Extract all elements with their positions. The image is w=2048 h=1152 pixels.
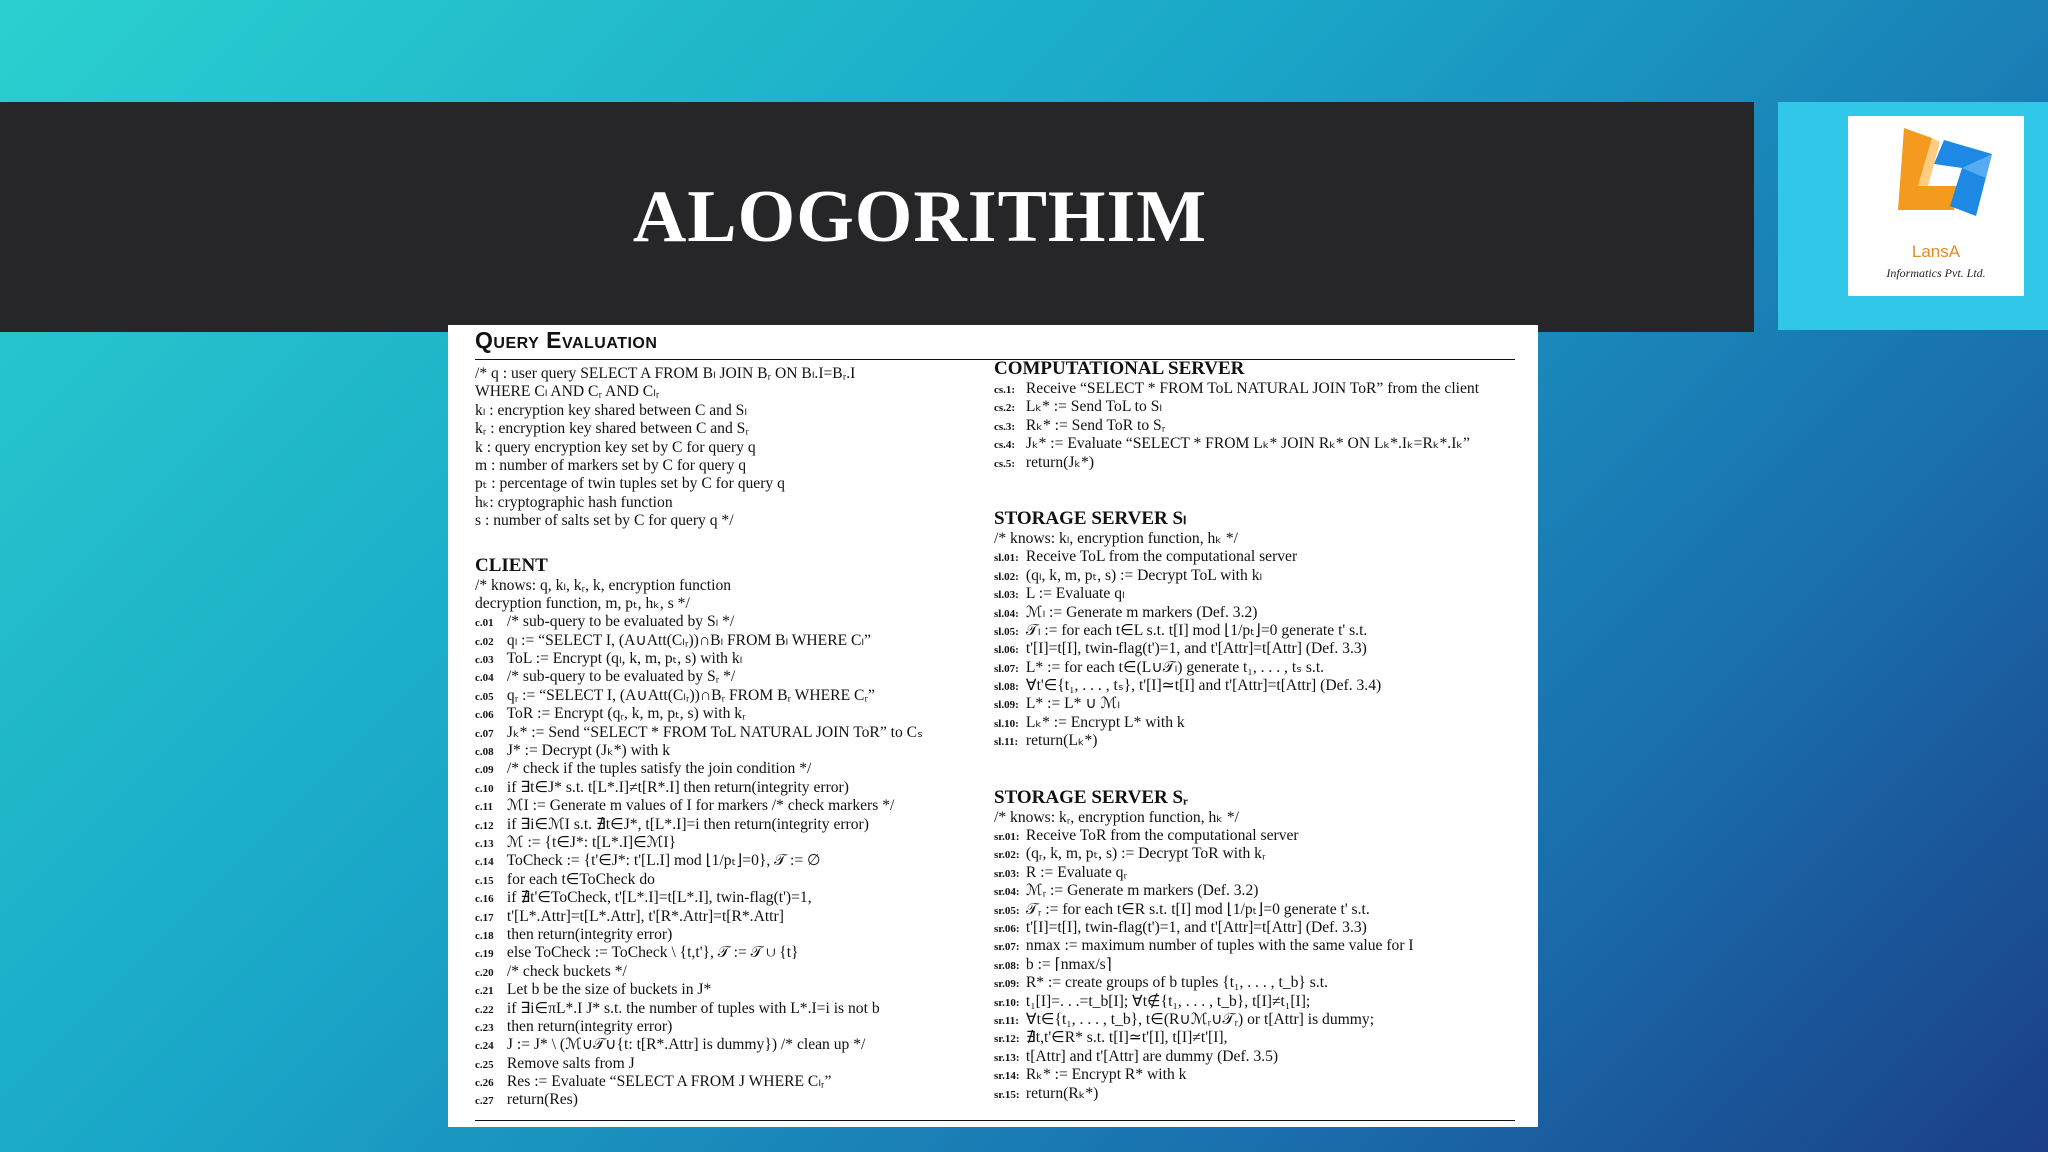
computational-step [994, 417, 1514, 435]
storage-right-step [994, 864, 1514, 882]
client-heading: CLIENT [475, 554, 548, 576]
storage-right-steps [994, 827, 1514, 1103]
line-text: Lₖ* := Encrypt L* with k [1022, 713, 1185, 731]
client-step [475, 668, 990, 686]
line-text: ℳ := {t∈J*: t[L*.I]∈ℳI} [503, 833, 677, 851]
line-number: sl.03: [994, 589, 1019, 602]
line-number: c.09 [475, 764, 494, 777]
storage-left-steps [994, 548, 1514, 750]
client-steps [475, 613, 990, 1110]
storage-left-step [994, 622, 1514, 640]
line-text: return(Jₖ*) [1022, 453, 1095, 471]
line-number: c.19 [475, 948, 494, 961]
line-text: (qᵣ, k, m, pₜ, s) := Decrypt ToR with kᵣ [1022, 845, 1266, 863]
lightning-logo-icon [1874, 124, 1998, 242]
line-number: c.16 [475, 893, 494, 906]
client-step [475, 1018, 990, 1036]
storage-right-heading: STORAGE SERVER Sᵣ [994, 786, 1188, 808]
line-text: return(Lₖ*) [1022, 732, 1098, 750]
line-number: sl.08: [994, 681, 1019, 694]
line-text: ∀t∈{t₁, . . . , t_b}, t∈(R∪ℳᵣ∪𝒯ᵣ) or t[Attr] is dummy; [1022, 1010, 1375, 1028]
line-number: sr.13: [994, 1051, 1020, 1064]
line-text: 𝒯ᵣ := for each t∈R s.t. t[I] mod ⌊1/pₜ⌋=0 generate t' s.t. [1022, 900, 1370, 918]
line-number: sr.09: [994, 978, 1020, 991]
client-step [475, 871, 990, 889]
client-step [475, 963, 990, 981]
line-text: ToL := Encrypt (qₗ, k, m, pₜ, s) with kₗ [503, 650, 743, 668]
storage-right-step [994, 1048, 1514, 1066]
client-step [475, 944, 990, 962]
client-step [475, 816, 990, 834]
line-text: Jₖ* := Send “SELECT * FROM ToL NATURAL JOIN ToR” to Cₛ [503, 723, 923, 741]
line-text: 𝒯ₗ := for each t∈L s.t. t[I] mod ⌊1/pₜ⌋=0 generate t' s.t. [1022, 621, 1368, 639]
client-knows [475, 577, 990, 614]
line-number: sr.06: [994, 922, 1020, 935]
line-text: t₁[I]=. . .=t_b[I]; ∀t∉{t₁, . . . , t_b}, t[I]≠t₁[I]; [1022, 992, 1311, 1010]
storage-right-step [994, 827, 1514, 845]
line-text: Receive “SELECT * FROM ToL NATURAL JOIN ToR” from the client [1022, 380, 1480, 397]
line-number: c.26 [475, 1077, 494, 1090]
line-number: cs.1: [994, 384, 1016, 396]
storage-right-step [994, 1085, 1514, 1103]
line-text: L* := L* ∪ ℳₗ [1022, 695, 1120, 713]
line-number: cs.5: [994, 457, 1016, 470]
definition-line: WHERE Cₗ AND Cᵣ AND Cₗᵣ [475, 383, 660, 401]
storage-left-step [994, 714, 1514, 732]
algorithm-figure [448, 325, 1538, 1127]
storage-right-step [994, 1011, 1514, 1029]
client-knows-line: /* knows: q, kₗ, kᵣ, k, encryption function [475, 576, 732, 594]
client-step [475, 1036, 990, 1054]
line-text: b := ⌈nmax/s⌉ [1022, 955, 1112, 973]
line-number: sr.04: [994, 886, 1020, 899]
storage-right-step [994, 919, 1514, 937]
storage-left-step [994, 640, 1514, 658]
line-number: cs.3: [994, 420, 1016, 433]
line-number: sl.11: [994, 736, 1019, 749]
computational-step [994, 435, 1514, 453]
line-number: sl.10: [994, 717, 1019, 730]
line-text: Lₖ* := Send ToL to Sₗ [1022, 398, 1162, 416]
definition-line: kᵣ : encryption key shared between C and Sᵣ [475, 420, 749, 438]
storage-left-knows: /* knows: kₗ, encryption function, hₖ */ [994, 529, 1238, 547]
line-text: J := J* \ (ℳ∪𝒯∪{t: t[R*.Attr] is dummy}) /* clean up */ [503, 1036, 866, 1054]
line-text: if ∃t∈J* s.t. t[L*.I]≠t[R*.I] then return(integrity error) [503, 778, 849, 796]
line-text: L := Evaluate qₗ [1022, 585, 1125, 603]
line-text: t'[L*.Attr]=t[L*.Attr], t'[R*.Attr]=t[R*.Attr] [503, 907, 784, 925]
client-step [475, 760, 990, 778]
line-text: /* check buckets */ [503, 962, 627, 980]
line-number: sr.12: [994, 1033, 1020, 1046]
computational-step [994, 454, 1514, 472]
storage-left-step [994, 732, 1514, 750]
line-text: else ToCheck := ToCheck \ {t,t'}, 𝒯 := 𝒯 ∪ {t} [503, 944, 799, 962]
client-step [475, 632, 990, 650]
client-knows-line: decryption function, m, pₜ, hₖ, s */ [475, 594, 690, 612]
line-number: c.02 [475, 635, 494, 648]
storage-right-step [994, 993, 1514, 1011]
definition-line: kₗ : encryption key shared between C and Sₗ [475, 401, 747, 419]
line-text: J* := Decrypt (Jₖ*) with k [503, 742, 671, 760]
line-number: c.08 [475, 746, 494, 759]
line-text: then return(integrity error) [503, 925, 673, 943]
line-number: c.17 [475, 911, 494, 924]
client-step [475, 1091, 990, 1109]
storage-left-step [994, 695, 1514, 713]
line-text: ℳI := Generate m values of I for markers /* check markers */ [503, 797, 895, 815]
line-number: sr.01: [994, 831, 1020, 844]
line-number: c.07 [475, 727, 494, 740]
logo-panel [1778, 102, 2048, 330]
line-text: ToR := Encrypt (qᵣ, k, m, pₜ, s) with kᵣ [503, 705, 746, 723]
line-number: sl.05: [994, 625, 1019, 638]
client-step [475, 650, 990, 668]
line-text: Remove salts from J [503, 1054, 635, 1072]
line-text: qₗ := “SELECT I, (A∪Att(Cₗᵣ))∩Bₗ FROM Bₗ WHERE Cₗ” [503, 631, 871, 649]
storage-right-knows: /* knows: kᵣ, encryption function, hₖ */ [994, 808, 1239, 826]
definition-line: pₜ : percentage of twin tuples set by C for query q [475, 475, 785, 493]
line-number: c.23 [475, 1021, 494, 1034]
line-number: sr.11: [994, 1014, 1019, 1027]
storage-left-step [994, 585, 1514, 603]
line-text: Jₖ* := Evaluate “SELECT * FROM Lₖ* JOIN Rₖ* ON Lₖ*.Iₖ=Rₖ*.Iₖ” [1022, 435, 1470, 453]
line-number: sl.04: [994, 607, 1019, 620]
client-step [475, 742, 990, 760]
computational-server-heading: COMPUTATIONAL SERVER [994, 358, 1245, 379]
storage-right-step [994, 901, 1514, 919]
line-text: Receive ToR from the computational server [1022, 827, 1299, 845]
definition-line: s : number of salts set by C for query q */ [475, 512, 734, 530]
line-number: cs.4: [994, 439, 1016, 452]
storage-right-step [994, 1029, 1514, 1047]
computational-step [994, 398, 1514, 416]
computational-server-steps [994, 380, 1514, 472]
logo-name: LansA [1911, 242, 1961, 261]
definition-line: /* q : user query SELECT A FROM Bₗ JOIN Bᵣ ON Bₗ.I=Bᵣ.I [475, 365, 856, 382]
line-text: nmax := maximum number of tuples with the same value for I [1022, 937, 1414, 955]
line-number: sr.03: [994, 867, 1020, 880]
line-text: /* sub-query to be evaluated by Sᵣ */ [503, 668, 736, 686]
line-text: L* := for each t∈(L∪𝒯ₗ) generate t₁, . . . , tₛ s.t. [1022, 658, 1325, 676]
client-step [475, 926, 990, 944]
line-text: if ∃i∈πL*.I J* s.t. the number of tuples with L*.I=i is not b [503, 999, 880, 1017]
line-number: sr.10: [994, 996, 1020, 1009]
storage-left-step [994, 567, 1514, 585]
storage-left-step [994, 548, 1514, 566]
client-step [475, 981, 990, 999]
line-number: sl.02: [994, 570, 1019, 583]
line-number: sl.09: [994, 699, 1019, 712]
client-step [475, 687, 990, 705]
line-number: c.03 [475, 654, 494, 667]
line-text: qᵣ := “SELECT I, (A∪Att(Cₗᵣ))∩Bᵣ FROM Bᵣ WHERE Cᵣ” [503, 686, 875, 704]
line-number: sl.06: [994, 644, 1019, 657]
line-number: c.12 [475, 819, 494, 832]
line-text: /* sub-query to be evaluated by Sₗ */ [503, 613, 735, 631]
line-text: t[Attr] and t'[Attr] are dummy (Def. 3.5) [1022, 1047, 1279, 1065]
line-text: ToCheck := {t'∈J*: t'[L.I] mod ⌊1/pₜ⌋=0}, 𝒯 := ∅ [503, 852, 821, 870]
client-step [475, 1055, 990, 1073]
line-text: /* check if the tuples satisfy the join condition */ [503, 760, 812, 778]
line-text: ℳᵣ := Generate m markers (Def. 3.2) [1022, 882, 1259, 900]
line-number: sr.14: [994, 1070, 1020, 1083]
line-text: Res := Evaluate “SELECT A FROM J WHERE Cₗᵣ” [503, 1073, 832, 1091]
client-step [475, 889, 990, 907]
storage-left-step [994, 659, 1514, 677]
line-text: ∄t,t'∈R* s.t. t[I]≃t'[I], t[I]≠t'[I], [1022, 1029, 1228, 1047]
line-text: Rₖ* := Encrypt R* with k [1022, 1066, 1187, 1084]
line-number: c.27 [475, 1095, 494, 1108]
storage-right-step [994, 1066, 1514, 1084]
line-number: c.05 [475, 690, 494, 703]
storage-right-step [994, 937, 1514, 955]
line-text: R* := create groups of b tuples {t₁, . . . , t_b} s.t. [1022, 974, 1328, 992]
right-column [994, 358, 1514, 1103]
line-number: sr.05: [994, 904, 1020, 917]
line-number: sr.15: [994, 1088, 1020, 1101]
logo-tagline: Informatics Pvt. Ltd. [1886, 266, 1986, 280]
storage-left-step [994, 604, 1514, 622]
line-number: c.06 [475, 709, 494, 722]
line-number: sl.01: [994, 552, 1019, 565]
client-step [475, 1000, 990, 1018]
line-text: ∀t'∈{t₁, . . . , tₛ}, t'[I]≃t[I] and t'[Attr]=t[Attr] (Def. 3.4) [1022, 677, 1382, 695]
line-text: return(Res) [503, 1091, 578, 1109]
storage-right-step [994, 845, 1514, 863]
client-step [475, 1073, 990, 1091]
line-text: Rₖ* := Send ToR to Sᵣ [1022, 416, 1166, 434]
query-definitions [475, 365, 990, 531]
line-number: c.01 [475, 617, 494, 630]
line-text: Receive ToL from the computational server [1022, 548, 1298, 566]
line-number: c.14 [475, 856, 494, 869]
line-text: R := Evaluate qᵣ [1022, 863, 1128, 881]
line-text: if ∃i∈ℳI s.t. ∄t∈J*, t[L*.I]=i then return(integrity error) [503, 815, 869, 833]
client-step [475, 834, 990, 852]
line-number: c.15 [475, 874, 494, 887]
line-number: c.21 [475, 985, 494, 998]
line-text: t'[I]=t[I], twin-flag(t')=1, and t'[Attr]=t[Attr] (Def. 3.3) [1022, 918, 1367, 936]
line-number: sr.07: [994, 941, 1020, 954]
line-number: sr.08: [994, 959, 1020, 972]
line-number: c.04 [475, 672, 494, 685]
figure-title: Query Evaluation [475, 327, 658, 353]
line-text: Let b be the size of buckets in J* [503, 981, 712, 999]
title-bar [0, 102, 1754, 332]
line-text: return(Rₖ*) [1022, 1084, 1099, 1102]
definition-line: m : number of markers set by C for query q [475, 456, 747, 474]
bottom-rule [475, 1120, 1515, 1121]
storage-right-step [994, 956, 1514, 974]
line-text: then return(integrity error) [503, 1017, 673, 1035]
storage-left-heading: STORAGE SERVER Sₗ [994, 507, 1187, 529]
line-number: c.13 [475, 837, 494, 850]
line-text: if ∄t'∈ToCheck, t'[L*.I]=t[L*.I], twin-flag(t')=1, [503, 889, 812, 907]
line-text: t'[I]=t[I], twin-flag(t')=1, and t'[Attr]=t[Attr] (Def. 3.3) [1022, 640, 1367, 658]
line-number: c.20 [475, 966, 494, 979]
client-step [475, 852, 990, 870]
line-number: sr.02: [994, 849, 1020, 862]
storage-right-step [994, 974, 1514, 992]
client-step [475, 705, 990, 723]
left-column [475, 365, 990, 1110]
storage-left-step [994, 677, 1514, 695]
storage-right-step [994, 882, 1514, 900]
client-step [475, 613, 990, 631]
line-text: for each t∈ToCheck do [503, 870, 655, 888]
client-step [475, 779, 990, 797]
slide-title: ALOGORITHIM [632, 176, 1208, 258]
line-number: cs.2: [994, 402, 1016, 415]
line-text: ℳₗ := Generate m markers (Def. 3.2) [1022, 603, 1258, 621]
line-number: c.25 [475, 1058, 494, 1071]
line-number: c.10 [475, 782, 494, 795]
client-step [475, 797, 990, 815]
client-step [475, 724, 990, 742]
line-number: c.18 [475, 929, 494, 942]
line-number: c.11 [475, 801, 494, 814]
line-number: c.22 [475, 1003, 494, 1016]
client-step [475, 908, 990, 926]
computational-step [994, 380, 1514, 398]
definition-line: hₖ: cryptographic hash function [475, 493, 673, 511]
line-text: (qₗ, k, m, pₜ, s) := Decrypt ToL with kₗ [1022, 566, 1263, 584]
logo-card [1848, 116, 2024, 296]
line-number: sl.07: [994, 662, 1019, 675]
line-number: c.24 [475, 1040, 494, 1053]
definition-line: k : query encryption key set by C for query q [475, 438, 756, 456]
